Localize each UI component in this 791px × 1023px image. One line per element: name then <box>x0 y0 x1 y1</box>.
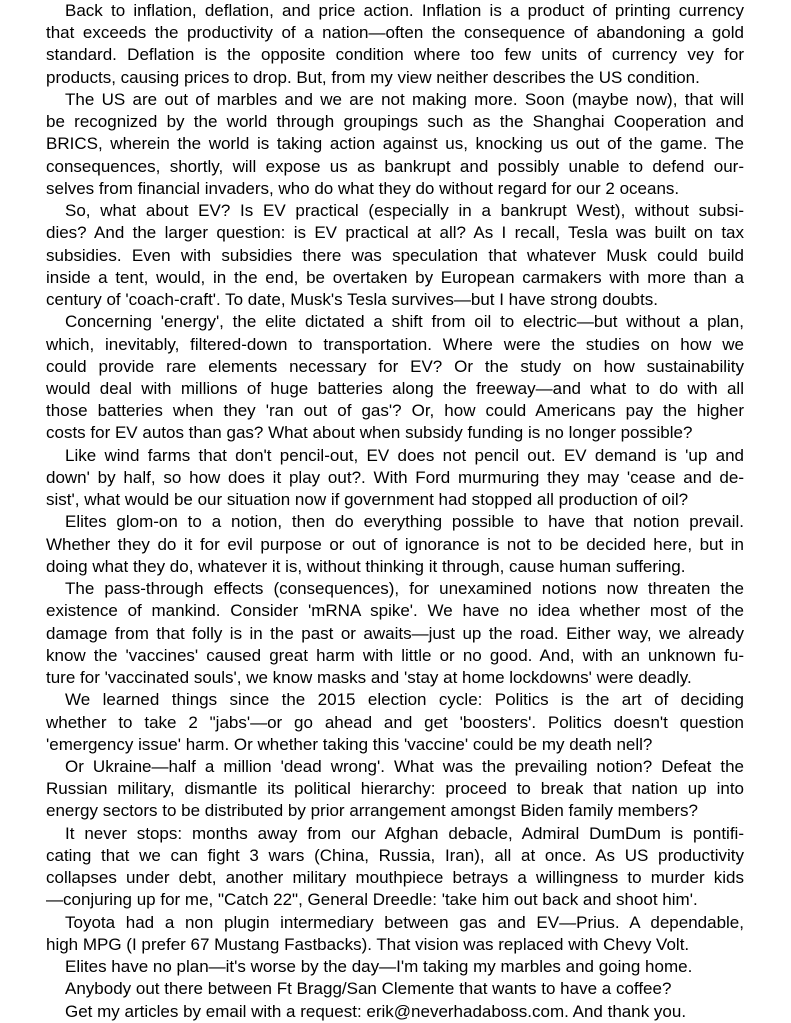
text-line: that exceeds the productivity of a nation—often the consequence of abandoning a gold <box>46 23 744 43</box>
text-line: standard. Deflation is the opposite condition where too few units of currency vey for <box>46 45 744 65</box>
text-line: consequences, shortly, will expose us as bankrupt and possibly unable to defend our- <box>46 156 744 176</box>
paragraph <box>46 511 744 578</box>
text-line: whether to take 2 "jabs'—or go ahead and get 'boosters'. Politics doesn't question <box>46 712 744 732</box>
text-line: Russian military, dismantle its political hierarchy: proceed to break that nation up into <box>46 779 744 799</box>
text-line: cating that we can fight 3 wars (China, Russia, Iran), all at once. As US productivity <box>46 845 744 865</box>
text-line: Toyota had a non plugin intermediary between gas and EV—Prius. A dependable, <box>65 912 744 932</box>
paragraph <box>46 445 744 512</box>
text-line: Get my articles by email with a request: erik@neverhadaboss.com. And thank you. <box>65 1001 687 1021</box>
document-body <box>46 0 744 1023</box>
paragraph <box>46 1001 744 1023</box>
text-line: energy sectors to be distributed by prior arrangement amongst Biden family members? <box>46 801 698 821</box>
text-line: existence of mankind. Consider 'mRNA spike'. We have no idea whether most of the <box>46 601 744 621</box>
paragraph <box>46 689 744 756</box>
text-line: down' by half, so how does it play out?. With Ford murmuring they may 'cease and de- <box>46 467 744 487</box>
text-line: ture for 'vaccinated souls', we know masks and 'stay at home lockdowns' were deadly. <box>46 668 692 688</box>
text-line: subsidies. Even with subsidies there was speculation that whatever Musk could build <box>46 245 744 265</box>
text-line: be recognized by the world through groupings such as the Shanghai Cooperation and <box>46 112 744 132</box>
text-line: Whether they do it for evil purpose or out of ignorance is not to be decided here, but in <box>46 534 744 554</box>
text-line: Like wind farms that don't pencil-out, EV does not pencil out. EV demand is 'up and <box>65 445 744 465</box>
text-line: those batteries when they 'ran out of gas'? Or, how could Americans pay the higher <box>46 401 744 421</box>
text-line: costs for EV autos than gas? What about when subsidy funding is no longer possible? <box>46 423 693 443</box>
text-line: dies? And the larger question: is EV practical at all? As I recall, Tesla was built on tax <box>46 223 744 243</box>
text-line: Or Ukraine—half a million 'dead wrong'. What was the prevailing notion? Defeat the <box>65 756 744 776</box>
text-line: —conjuring up for me, "Catch 22", General Dreedle: 'take him out back and shoot him'. <box>46 890 698 910</box>
text-line: Back to inflation, deflation, and price action. Inflation is a product of printing currency <box>65 1 744 20</box>
text-line: BRICS, wherein the world is taking action against us, knocking us out of the game. The <box>46 134 744 154</box>
text-line: doing what they do, whatever it is, without thinking it through, cause human suffering. <box>46 556 686 576</box>
text-line: could provide rare elements necessary for EV? Or the study on how sustainability <box>46 356 744 376</box>
text-line: So, what about EV? Is EV practical (especially in a bankrupt West), without subsi- <box>65 201 744 221</box>
paragraph <box>46 578 744 689</box>
text-line: Anybody out there between Ft Bragg/San Clemente that wants to have a coffee? <box>65 979 672 999</box>
text-line: damage from that folly is in the past or awaits—just up the road. Either way, we already <box>46 623 744 643</box>
text-line: collapses under debt, another military mouthpiece betrays a willingness to murder kids <box>46 868 744 888</box>
paragraph <box>46 0 744 89</box>
text-line: would deal with millions of huge batteries along the freeway—and what to do with all <box>46 378 744 398</box>
paragraph <box>46 311 744 444</box>
text-line: 'emergency issue' harm. Or whether taking this 'vaccine' could be my death nell? <box>46 734 653 754</box>
paragraph <box>46 200 744 311</box>
text-line: The pass-through effects (consequences), for unexamined notions now threaten the <box>65 579 744 599</box>
text-line: know the 'vaccines' caused great harm with little or no good. And, with an unknown fu- <box>46 645 744 665</box>
paragraph <box>46 912 744 956</box>
text-line: sist', what would be our situation now if government had stopped all production of oil? <box>46 490 689 510</box>
text-line: Elites have no plan—it's worse by the day—I'm taking my marbles and going home. <box>65 957 693 977</box>
text-line: Concerning 'energy', the elite dictated a shift from oil to electric—but without a plan, <box>65 312 744 332</box>
paragraph <box>46 978 744 1000</box>
text-line: The US are out of marbles and we are not making more. Soon (maybe now), that will <box>65 89 744 109</box>
paragraph <box>46 823 744 912</box>
text-line: It never stops: months away from our Afghan debacle, Admiral DumDum is pontifi- <box>65 823 744 843</box>
text-line: Elites glom-on to a notion, then do everything possible to have that notion prevail. <box>65 512 744 532</box>
text-line: century of 'coach-craft'. To date, Musk's Tesla survives—but I have strong doubts. <box>46 290 658 310</box>
text-line: inside a tent, would, in the end, be overtaken by European carmakers with more than a <box>46 267 744 287</box>
paragraph <box>46 756 744 823</box>
paragraph <box>46 956 744 978</box>
text-line: products, causing prices to drop. But, from my view neither describes the US condition. <box>46 67 700 87</box>
text-line: which, inevitably, filtered-down to transportation. Where were the studies on how we <box>46 334 744 354</box>
text-line: We learned things since the 2015 election cycle: Politics is the art of deciding <box>65 690 744 710</box>
text-line: high MPG (I prefer 67 Mustang Fastbacks). That vision was replaced with Chevy Volt. <box>46 934 690 954</box>
text-line: selves from financial invaders, who do what they do without regard for our 2 oceans. <box>46 178 680 198</box>
paragraph <box>46 89 744 200</box>
